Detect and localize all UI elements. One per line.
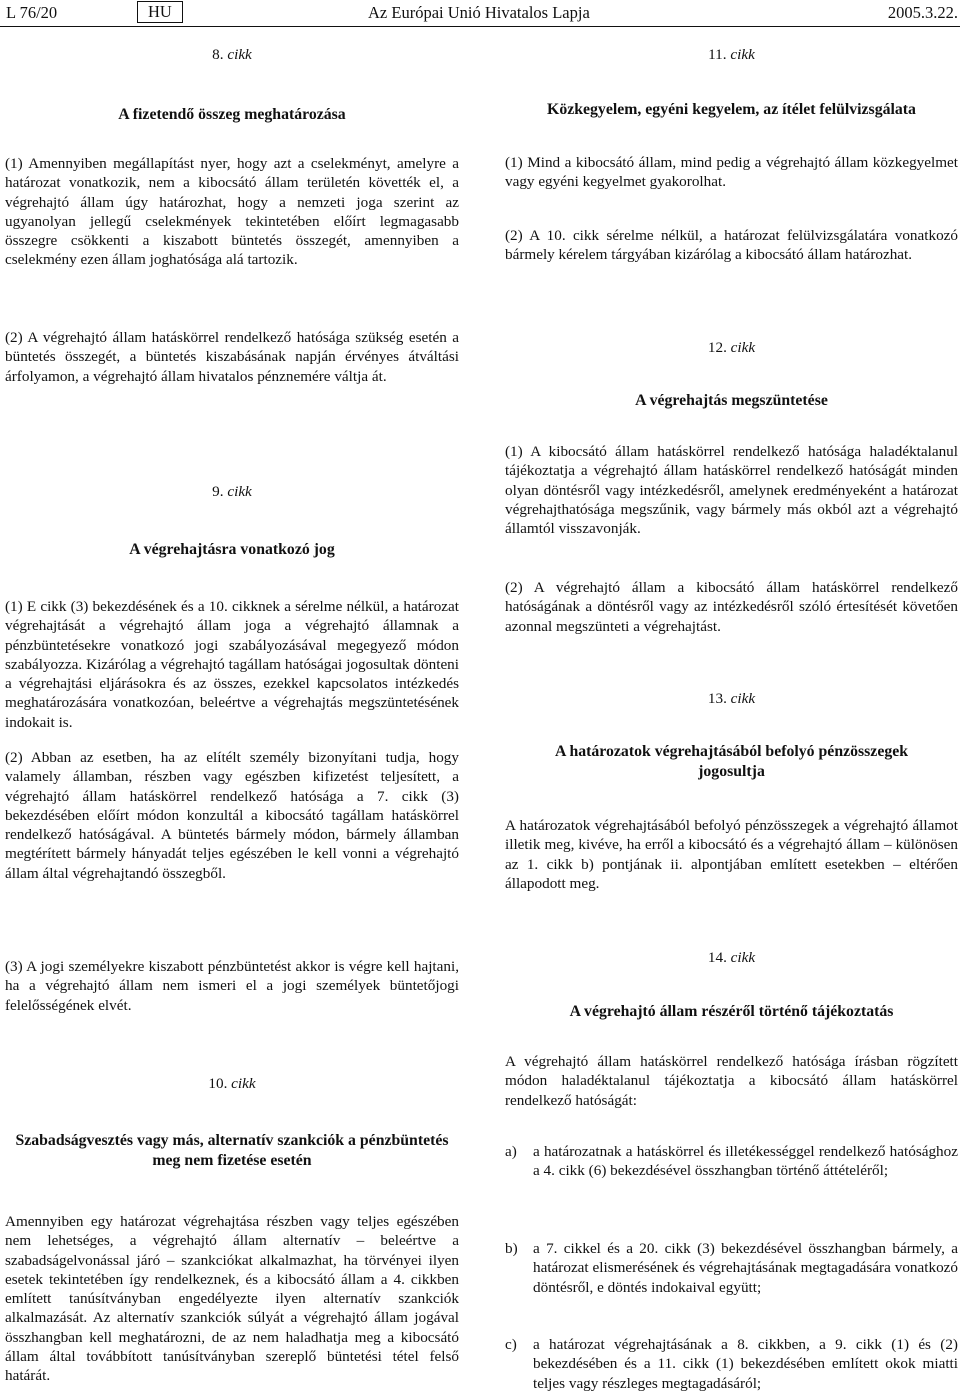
article-title: A végrehajtásra vonatkozó jog bbox=[129, 541, 335, 558]
paragraph: A határozatok végrehajtásából befolyó pénzösszegek a végrehajtó államot illetik meg, kivéve, ha erről a kibocsátó és a végrehajtó állam – különösen az 1. cikk b) pontjának ii. alpontjában említett esetekben – eltérően állapodott meg. bbox=[505, 817, 958, 892]
list-item: b) a 7. cikkel és a 20. cikk (3) bekezdésével összhangban bármely, a határozat elismerésének és végrehajtásának megtagadására vonatkozó döntésről, e döntés indokaival együtt; bbox=[505, 1240, 958, 1296]
article-number: 9. cikk bbox=[212, 483, 252, 500]
paragraph: (1) E cikk (3) bekezdésének és a 10. cikknek a sérelme nélkül, a határozat végrehajtását a végrehajtó állam joga a végrehajtó államnak a pénzbüntetésekre vonatkozó jogi szabályozásával megegyező módon szabályozza. Kizárólag a végrehajtó tagállam hatóságai jogosultak dönteni a végrehajtási eljárásokra és az összes, ezekkel kapcsolatos intézkedés meghatározására vonatkozóan, beleértve a végrehajtás megszüntetésének indokait is. bbox=[5, 598, 459, 731]
paragraph: (2) A végrehajtó állam a kibocsátó állam hatáskörrel rendelkező hatóságának a döntésről vagy az intézkedésről szóló értesítését követően azonnal megszünteti a végrehajtást. bbox=[505, 579, 958, 635]
page-number: L 76/20 bbox=[6, 3, 58, 22]
article-title: A végrehajtó állam részéről történő tájékoztatás bbox=[569, 1003, 894, 1020]
paragraph: (3) A jogi személyekre kiszabott pénzbüntetést akkor is végre kell hajtani, ha a végrehajtó állam nem ismeri el a jogi személyek büntetőjogi felelősségének elvét. bbox=[5, 958, 459, 1014]
paragraph: (1) Amennyiben megállapítást nyer, hogy azt a cselekményt, amelyre a határozat vonatkozik, nem a kibocsátó állam területén követték el, a végrehajtó állam úgy határozhat, hogy a nemzeti joga szerint az ugyanolyan jellegű cselekmények tekintetében előírt legmagasabb összegre csökkenti a kiszabott büntetés összegét, amennyiben a cselekmény ezen állam joghatósága alá tartozik. bbox=[5, 155, 459, 269]
article-11 bbox=[505, 45, 958, 64]
paragraph: (2) A végrehajtó állam hatáskörrel rendelkező hatósága szükség esetén a büntetés összegét, a büntetés kiszabásának napján érvényes átváltási árfolyamon, a végrehajtó állam hivatalos pénznemére váltja át. bbox=[5, 329, 459, 385]
paragraph: Amennyiben egy határozat végrehajtása részben vagy teljes egészében nem lehetséges, a végrehajtó állam alternatív – beleértve a szabadságelvonással járó – szankciókat alkalmazhat, ha törvényei ilyen esetek tekintetében így rendelkeznek, és a kibocsátó állam a 4. cikkben említett tanúsítványban engedélyezte ilyen alternatív szankciók alkalmazását. Az alternatív szankciók súlyát a végrehajtó állam jogával összhangban kell meghatározni, de az nem haladhatja meg a kibocsátó állam által továbbított tanúsítványban szereplő büntetési tétel felső határát. bbox=[5, 1213, 459, 1385]
article-14 bbox=[505, 948, 958, 967]
article-title: A határozatok végrehajtásából befolyó pénzösszegek jogosultja bbox=[554, 743, 909, 780]
article-number: 11. cikk bbox=[708, 46, 755, 63]
page-header bbox=[0, 0, 960, 27]
list-item: c) a határozat végrehajtásának a 8. cikkben, a 9. cikk (1) és (2) bekezdésében és a 11. cikk (1) bekezdésében említett okok miatti teljes vagy részleges megtagadásáról; bbox=[505, 1336, 958, 1392]
article-8 bbox=[5, 45, 459, 64]
article-13 bbox=[505, 689, 958, 708]
paragraph: (2) A 10. cikk sérelme nélkül, a határozat felülvizsgálatára vonatkozó bármely kérelem tárgyában kizárólag a kibocsátó állam határozhat. bbox=[505, 227, 958, 264]
article-title: A fizetendő összeg meghatározása bbox=[118, 106, 346, 123]
article-number: 14. cikk bbox=[707, 949, 756, 966]
list-item: a) a határozatnak a hatáskörrel és illetékességgel rendelkező hatósághoz a 4. cikk (6) bekezdésével összhangban történő áttételéről; bbox=[505, 1143, 958, 1180]
article-number: 10. cikk bbox=[208, 1075, 256, 1092]
article-9 bbox=[5, 482, 459, 501]
paragraph: A végrehajtó állam hatáskörrel rendelkező hatósága írásban rögzített módon haladéktalanul tájékoztatja a kibocsátó állam hatáskörrel rendelkező hatóságát: bbox=[505, 1053, 958, 1109]
paragraph: (1) A kibocsátó állam hatáskörrel rendelkező hatósága haladéktalanul tájékoztatja a végrehajtó állam hatáskörrel rendelkező hatóságát minden olyan döntésről vagy intézkedésről, amelynek eredményeként a határozat végrehajthatósága megszűnik, vagy bármely más okból azt a végrehajtó államtól visszavonják. bbox=[505, 443, 958, 538]
article-number: 12. cikk bbox=[707, 339, 756, 356]
article-title: A végrehajtás megszüntetése bbox=[635, 392, 828, 409]
publication-date: 2005.3.22. bbox=[887, 3, 958, 22]
article-12 bbox=[505, 338, 958, 357]
paragraph: (2) Abban az esetben, ha az elítélt személy bizonyítani tudja, hogy valamely államban, részben vagy egészben kifizetést teljesített, a végrehajtó állam hatáskörrel rendelkező hatósága a 7. cikk (3) bekezdésében előírt módon konzultál a kibocsátó tagállam hatáskörrel rendelkező hatóságával. A büntetés bármely módon, bármely államban megtérített bármely hányadát teljes egészében le kell vonni a végrehajtó állam által végrehajtandó összegből. bbox=[5, 749, 459, 882]
article-title: Közkegyelem, egyéni kegyelem, az ítélet felülvizsgálata bbox=[547, 101, 916, 118]
language-code: HU bbox=[137, 1, 183, 23]
article-number: 8. cikk bbox=[212, 46, 252, 63]
article-10 bbox=[5, 1074, 459, 1093]
paragraph: (1) Mind a kibocsátó állam, mind pedig a végrehajtó állam közkegyelmet vagy egyéni kegyelmet gyakorolhat. bbox=[505, 154, 958, 191]
journal-title: Az Európai Unió Hivatalos Lapja bbox=[368, 3, 590, 22]
article-title: Szabadságvesztés vagy más, alternatív szankciók a pénzbüntetés meg nem fizetése esetén bbox=[15, 1132, 449, 1169]
article-number: 13. cikk bbox=[707, 690, 756, 707]
